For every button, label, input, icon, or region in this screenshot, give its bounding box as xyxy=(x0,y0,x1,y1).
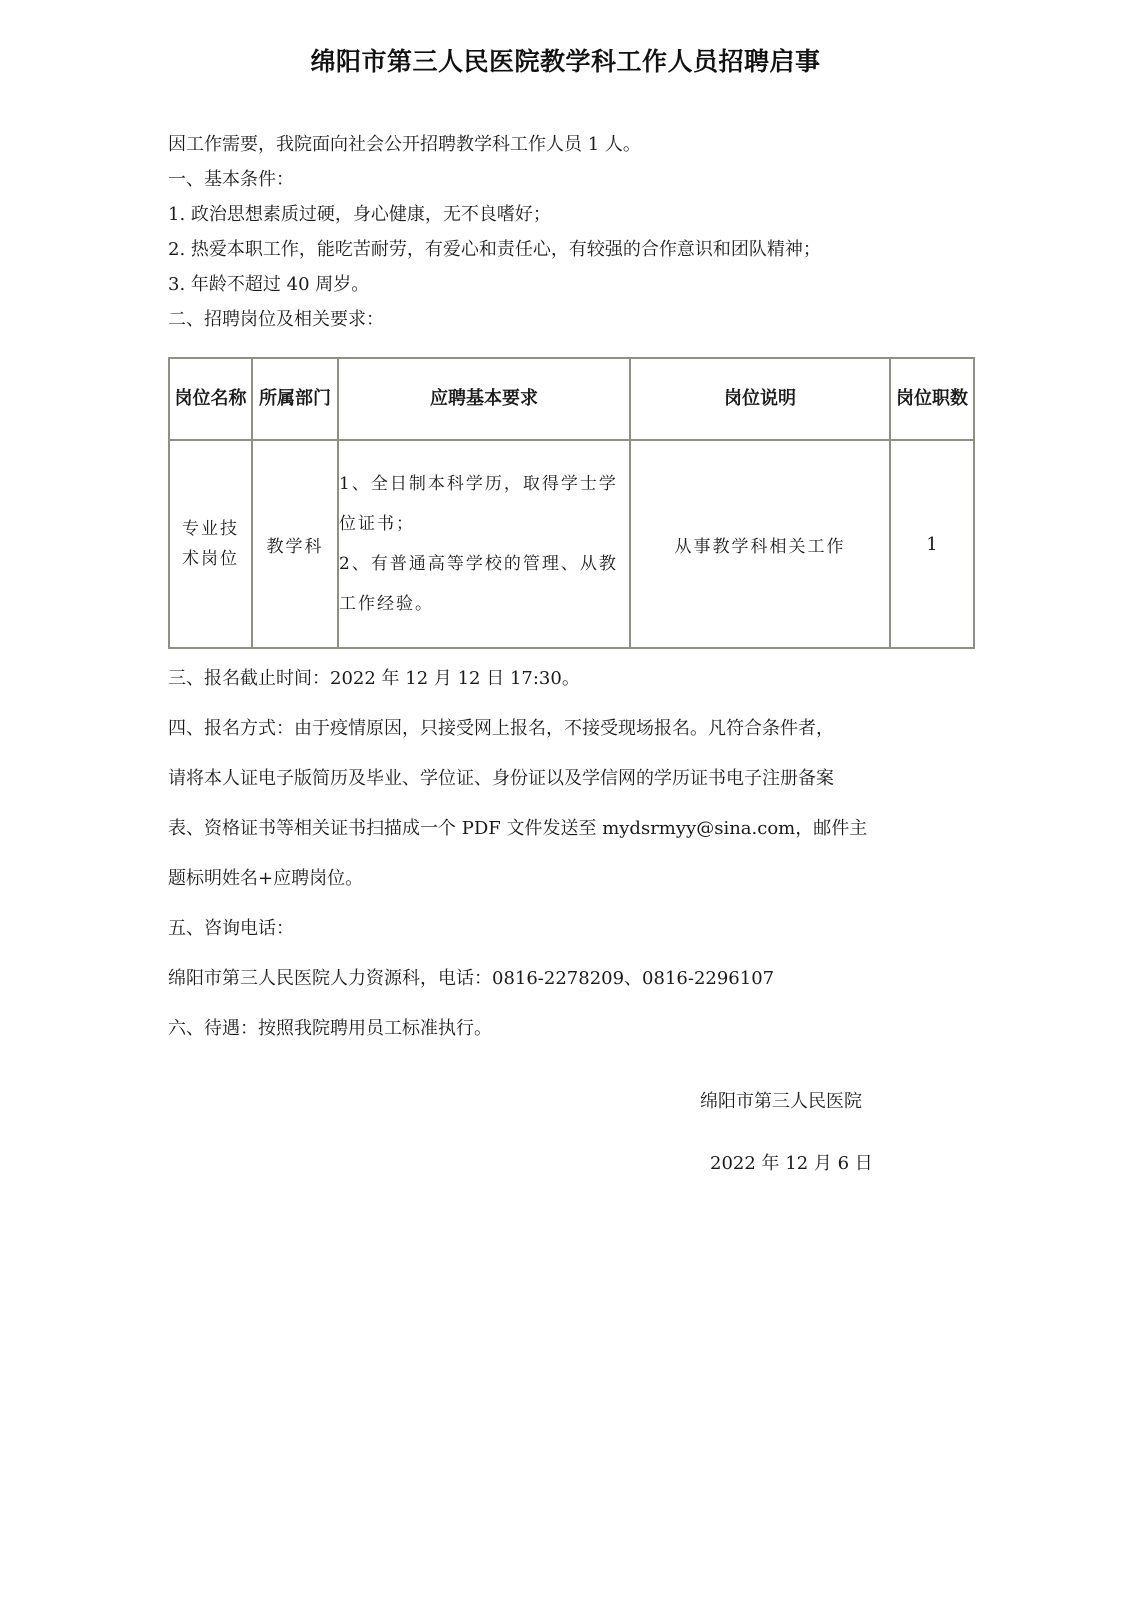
header-count: 岗位职数 xyxy=(890,358,974,440)
condition-item: 2. 热爱本职工作，能吃苦耐劳，有爱心和责任心，有较强的合作意识和团队精神； xyxy=(168,239,821,260)
signature-date: 2022 年 12 月 6 日 xyxy=(710,1153,873,1174)
section6-benefits: 六、待遇：按照我院聘用员工标准执行。 xyxy=(168,1018,492,1039)
section2-heading: 二、招聘岗位及相关要求： xyxy=(168,309,384,330)
intro-text: 因工作需要，我院面向社会公开招聘教学科工作人员 1 人。 xyxy=(168,134,641,155)
section4-line: 请将本人证电子版简历及毕业、学位证、身份证以及学信网的学历证书电子注册备案 xyxy=(168,768,834,789)
condition-item: 1. 政治思想素质过硬，身心健康，无不良嗜好； xyxy=(168,204,551,225)
section1-heading: 一、基本条件： xyxy=(168,169,294,190)
requirement-item: 2、有普通高等学校的管理、从教工作经验。 xyxy=(339,554,618,614)
cell-position: 专业技术岗位 xyxy=(169,440,252,648)
section4-line: 表、资格证书等相关证书扫描成一个 PDF 文件发送至 mydsrmyy@sina.com，邮件主 xyxy=(168,818,868,839)
cell-department: 教学科 xyxy=(252,440,338,648)
header-department: 所属部门 xyxy=(252,358,338,440)
header-requirements: 应聘基本要求 xyxy=(338,358,630,440)
table-header-row xyxy=(169,358,974,440)
document-title: 绵阳市第三人民医院教学科工作人员招聘启事 xyxy=(310,47,821,76)
section5-heading: 五、咨询电话： xyxy=(168,918,294,939)
positions-table xyxy=(168,357,975,649)
cell-count: 1 xyxy=(890,440,974,648)
cell-requirements xyxy=(338,440,630,648)
section4-line: 四、报名方式：由于疫情原因，只接受网上报名，不接受现场报名。凡符合条件者， xyxy=(168,718,834,739)
section3-deadline: 三、报名截止时间：2022 年 12 月 12 日 17:30。 xyxy=(168,668,580,689)
table-row xyxy=(169,440,974,648)
header-description: 岗位说明 xyxy=(630,358,890,440)
signature-org: 绵阳市第三人民医院 xyxy=(700,1091,862,1112)
requirement-item: 1、全日制本科学历，取得学士学位证书； xyxy=(339,474,618,534)
header-position: 岗位名称 xyxy=(169,358,252,440)
cell-description: 从事教学科相关工作 xyxy=(630,440,890,648)
section4-line: 题标明姓名+应聘岗位。 xyxy=(168,868,364,889)
contact-phone: 绵阳市第三人民医院人力资源科，电话：0816-2278209、0816-2296107 xyxy=(168,968,775,989)
condition-item: 3. 年龄不超过 40 周岁。 xyxy=(168,274,370,295)
